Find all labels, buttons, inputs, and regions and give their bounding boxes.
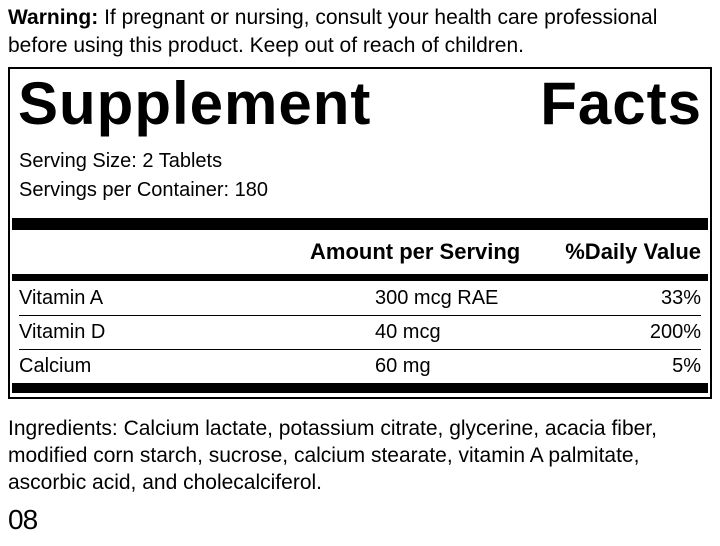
serving-size: Serving Size: 2 Tablets: [19, 150, 223, 172]
warning-line-1: [8, 4, 718, 32]
ingredients-line-1: Ingredients: Calcium lactate, potassium citrate, glycerine, acacia fiber,: [8, 417, 657, 440]
footer-code: 08: [8, 504, 38, 535]
amount-per-serving-header: Amount per Serving: [310, 239, 521, 264]
serving-info: [19, 147, 702, 205]
warning-text: [8, 4, 718, 60]
nutrient-name: Vitamin D: [19, 321, 106, 343]
nutrient-name: Vitamin A: [19, 286, 104, 309]
warning-label: Warning:: [8, 6, 99, 29]
nutrient-row-vitamin-d: [19, 315, 701, 349]
column-headers: [10, 230, 710, 274]
nutrient-row-calcium: [19, 349, 701, 383]
warning-line-1-text: If pregnant or nursing, consult your health care professional: [104, 6, 658, 29]
ingredients-text: [8, 415, 657, 496]
nutrient-daily-value: 33%: [660, 286, 701, 309]
nutrient-row-vitamin-a: [19, 281, 701, 315]
nutrient-amount: 40 mcg: [375, 321, 441, 343]
ingredients-line-2: modified corn starch, sucrose, calcium stearate, vitamin A palmitate,: [8, 444, 640, 467]
divider-thick-bottom: [12, 383, 708, 393]
daily-value-header: %Daily Value: [565, 239, 701, 264]
ingredients-line-3: ascorbic acid, and cholecalciferol.: [8, 471, 322, 494]
nutrient-amount: 60 mg: [375, 355, 431, 377]
divider-thick-top: [12, 218, 708, 230]
nutrient-daily-value: 200%: [649, 321, 701, 343]
divider-medium: [12, 274, 708, 281]
nutrient-table: [19, 281, 701, 383]
supplement-facts-title: Supplement Facts: [18, 70, 702, 137]
servings-per-container: Servings per Container: 180: [19, 179, 269, 201]
nutrient-amount: 300 mcg RAE: [375, 286, 499, 309]
supplement-facts-panel: [8, 67, 712, 399]
nutrient-daily-value: 5%: [672, 355, 701, 377]
warning-line-2: before using this product. Keep out of reach of children.: [8, 34, 524, 57]
nutrient-name: Calcium: [19, 355, 92, 377]
